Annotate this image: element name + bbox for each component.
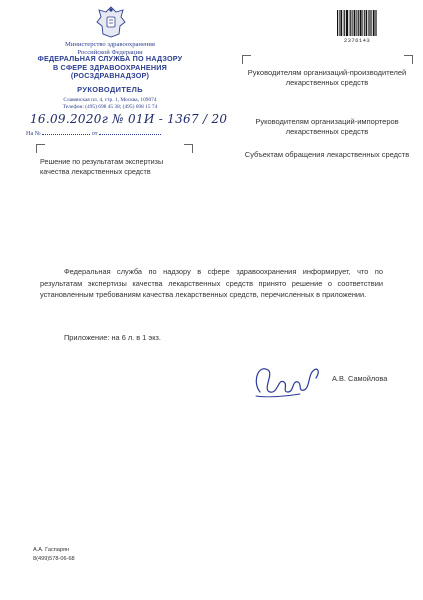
subject-line: Решение по результатам экспертизы качества лекарственных средств xyxy=(40,157,164,176)
attachment-note: Приложение: на 6 л. в 1 экз. xyxy=(64,333,161,342)
subject-bracket-right xyxy=(184,144,193,153)
subject-bracket-left xyxy=(36,144,45,153)
ministry-name: Министерство здравоохранения Российской Федерации xyxy=(65,41,155,56)
ref-from-label: от xyxy=(91,130,98,137)
barcode-number: 2376143 xyxy=(343,37,371,44)
addressee-subjects: Субъектам обращения лекарственных средств xyxy=(244,150,410,159)
ref-date-blank xyxy=(99,128,161,135)
signature-image xyxy=(248,352,326,408)
ref-prefix: На № xyxy=(26,130,41,137)
executor-phone: 8(499)578-06-68 xyxy=(33,556,75,562)
addressee-bracket-left xyxy=(242,55,251,64)
ref-number-blank xyxy=(42,128,90,135)
address-block: Славянская пл. 4, стр. 1, Москва, 109074 Телефон: (495) 698 45 38; (495) 698 15 74 xyxy=(62,97,158,110)
handwritten-registration: 16.09.2020г № 01И - 1367 / 20 xyxy=(30,112,228,126)
addressee-producers: Руководителям организаций-производителей лекарственных средств xyxy=(247,68,407,87)
emblem-icon xyxy=(93,4,129,40)
reference-line xyxy=(26,128,161,137)
signer-name: А.В. Самойлова xyxy=(332,374,388,383)
head-title: РУКОВОДИТЕЛЬ xyxy=(77,85,143,94)
barcode xyxy=(337,10,377,36)
letter-body: Федеральная служба по надзору в сфере здравоохранения информирует, что по результатам экспертизы качества лекарственных средств принято решение о соответствии установленным требованиям качества лекарственных средств, перечисленных в приложении. xyxy=(40,267,383,300)
addressee-bracket-right xyxy=(404,55,413,64)
addressee-importers: Руководителям организаций-импортеров лекарственных средств xyxy=(255,117,399,136)
executor-name: А.А. Гаспарян xyxy=(33,547,70,553)
service-name: ФЕДЕРАЛЬНАЯ СЛУЖБА ПО НАДЗОРУ В СФЕРЕ ЗДРАВООХРАНЕНИЯ (РОСЗДРАВНАДЗОР) xyxy=(37,54,183,81)
